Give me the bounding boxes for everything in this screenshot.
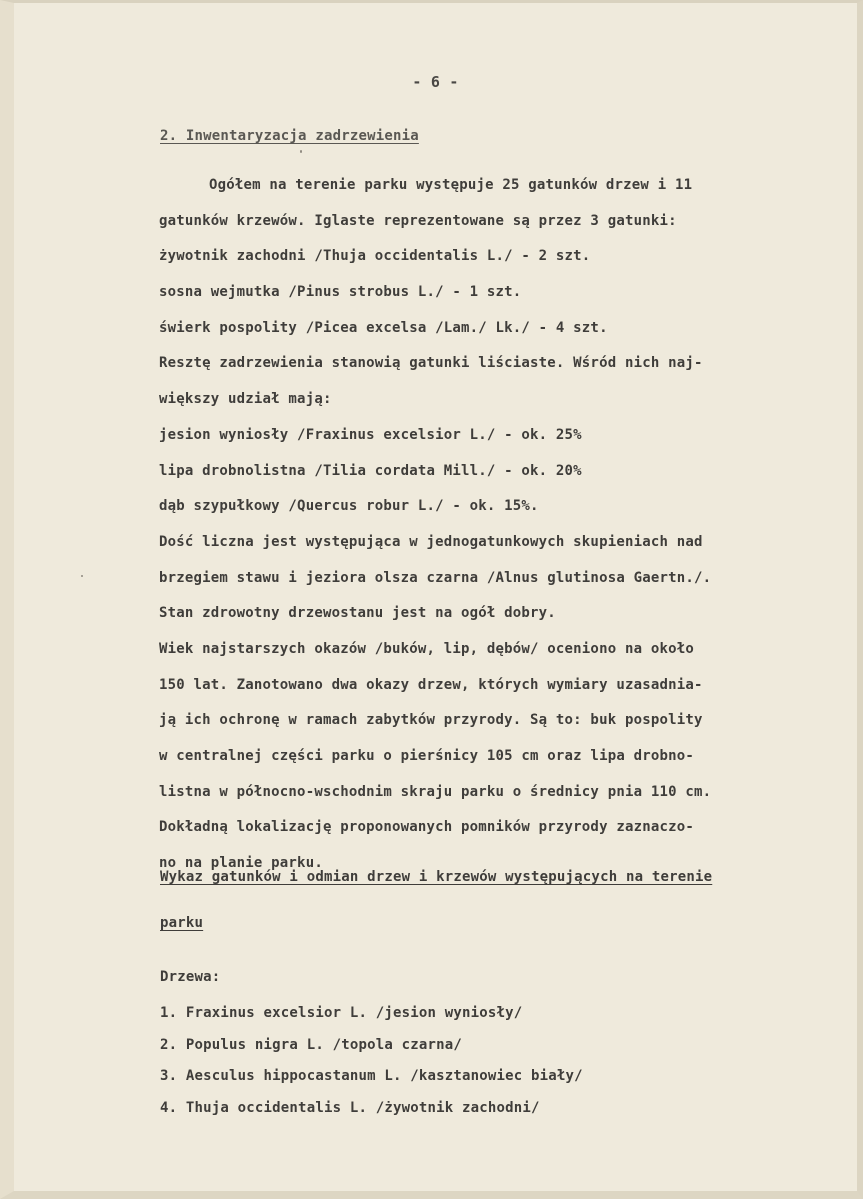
body-line: 150 lat. Zanotowano dwa okazy drzew, których wymiary uzasadnia- [159, 676, 703, 693]
body-line: Dość liczna jest występująca w jednogatunkowych skupieniach nad [159, 533, 703, 550]
body-line: większy udział mają: [159, 391, 332, 408]
tree-list-item: 3. Aesculus hippocastanum L. /kasztanowiec biały/ [160, 1068, 583, 1084]
body-line: Dokładną lokalizację proponowanych pomników przyrody zaznaczo- [159, 819, 694, 836]
body-line: Resztę zadrzewienia stanowią gatunki liściaste. Wśród nich naj- [159, 355, 703, 372]
body-line: świerk pospolity /Picea excelsa /Lam./ Lk./ - 4 szt. [159, 319, 608, 336]
body-line: żywotnik zachodni /Thuja occidentalis L./ - 2 szt. [159, 248, 591, 265]
tree-list-item: 2. Populus nigra L. /topola czarna/ [160, 1036, 463, 1053]
section-heading: 2. Inwentaryzacja zadrzewienia [160, 128, 419, 144]
tree-list-item: 1. Fraxinus excelsior L. /jesion wyniosły/ [160, 1005, 523, 1021]
tree-list [160, 965, 583, 1127]
body-line: lipa drobnolistna /Tilia cordata Mill./ - ok. 20% [159, 462, 582, 479]
body-line: jesion wyniosły /Fraxinus excelsior L./ - ok. 25% [159, 426, 582, 443]
paper-speck [300, 150, 302, 153]
body-line: sosna wejmutka /Pinus strobus L./ - 1 szt. [159, 284, 522, 301]
body-line: Stan zdrowotny drzewostanu jest na ogół dobry. [159, 605, 556, 622]
paper-speck [81, 575, 83, 577]
tree-list-item: 4. Thuja occidentalis L. /żywotnik zachodni/ [160, 1099, 540, 1116]
body-line: no na planie parku. [159, 855, 323, 872]
body-line: ją ich ochronę w ramach zabytków przyrody. Są to: buk pospolity [159, 712, 703, 729]
body-line: listna w północno-wschodnim skraju parku o średnicy pnia 110 cm. [159, 783, 712, 800]
body-line: w centralnej części parku o pierśnicy 105 cm oraz lipa drobno- [159, 748, 694, 764]
tree-list-label: Drzewa: [160, 969, 221, 985]
list-heading-line: Wykaz gatunków i odmian drzew i krzewów występujących na terenie [160, 869, 713, 885]
body-line: brzegiem stawu i jeziora olsza czarna /Alnus glutinosa Gaertn./. [159, 569, 712, 586]
body-line: dąb szypułkowy /Quercus robur L./ - ok. 15%. [159, 498, 539, 515]
body-line: gatunków krzewów. Iglaste reprezentowane są przez 3 gatunki: [159, 212, 677, 229]
body-text [159, 173, 839, 887]
body-line: Wiek najstarszych okazów /buków, lip, dębów/ oceniono na około [159, 640, 694, 657]
body-line: Ogółem na terenie parku występuje 25 gatunków drzew i 11 [209, 177, 693, 193]
page-number: - 6 - [412, 73, 459, 91]
list-heading-line: parku [160, 915, 204, 931]
